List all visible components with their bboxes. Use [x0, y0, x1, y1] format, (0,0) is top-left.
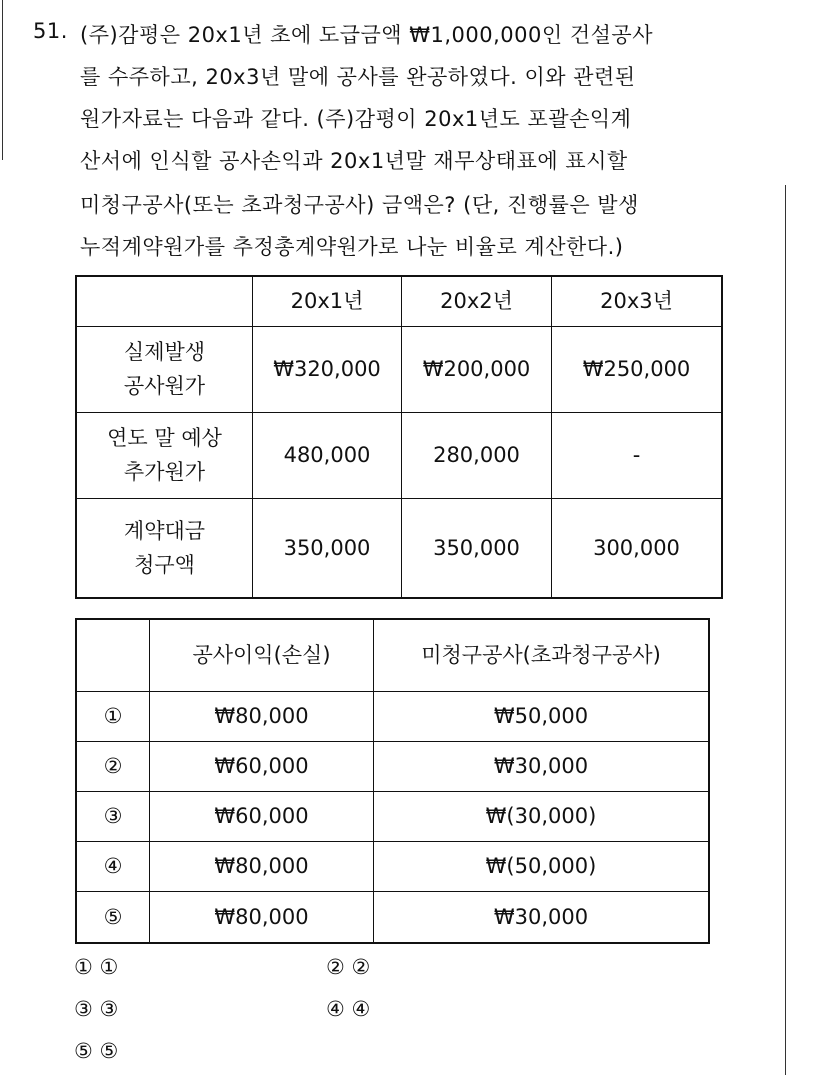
- table-header-row: [76, 619, 709, 691]
- cell: ₩80,000: [150, 891, 374, 943]
- label-line: 연도 말 예상: [107, 426, 222, 450]
- question-line-3: 원가자료는 다음과 같다. (주)감평이 20x1년도 포괄손익계: [80, 107, 632, 131]
- row-label: [76, 412, 253, 498]
- cell: ₩60,000: [150, 791, 374, 841]
- header-cell: 20x3년: [552, 276, 723, 326]
- choice-number: ①: [76, 691, 150, 741]
- table-row: [76, 691, 709, 741]
- table-row: [76, 741, 709, 791]
- header-cell: 미청구공사(초과청구공사): [374, 619, 710, 691]
- question-number: 51.: [33, 19, 68, 43]
- cell: ₩30,000: [374, 741, 710, 791]
- label-line: 계약대금: [123, 518, 206, 543]
- cell: ₩(50,000): [374, 841, 710, 891]
- choice-number: ④: [76, 841, 150, 891]
- answer-option-4[interactable]: ④ ④: [326, 997, 371, 1021]
- label-line: 청구액: [134, 552, 195, 577]
- header-cell: 20x2년: [402, 276, 552, 326]
- cell: 480,000: [253, 412, 402, 498]
- row-label: [76, 326, 253, 412]
- label-line: 추가원가: [123, 460, 206, 484]
- label-line: 공사원가: [123, 374, 206, 398]
- cell: 350,000: [253, 498, 402, 598]
- question-line-2: 를 수주하고, 20x3년 말에 공사를 완공하였다. 이와 관련된: [80, 65, 636, 89]
- label-line: 실제발생: [123, 340, 206, 364]
- right-column-border: [785, 185, 786, 1075]
- question-line-1: (주)감평은 20x1년 초에 도급금액 ₩1,000,000인 건설공사: [80, 23, 653, 47]
- header-cell: 20x1년: [253, 276, 402, 326]
- cell: ₩320,000: [253, 326, 402, 412]
- cell: ₩80,000: [150, 841, 374, 891]
- table-row: [76, 891, 709, 943]
- left-column-border: [2, 0, 3, 160]
- cell: ₩(30,000): [374, 791, 710, 841]
- cell: ₩50,000: [374, 691, 710, 741]
- cell: -: [552, 412, 723, 498]
- cell: ₩60,000: [150, 741, 374, 791]
- cell: ₩200,000: [402, 326, 552, 412]
- header-cell: 공사이익(손실): [150, 619, 374, 691]
- answer-option-5[interactable]: ⑤ ⑤: [74, 1039, 119, 1063]
- cell: ₩30,000: [374, 891, 710, 943]
- header-cell: [76, 276, 253, 326]
- question-line-5: 미청구공사(또는 초과청구공사) 금액은? (단, 진행률은 발생: [80, 193, 639, 217]
- table-row: [76, 412, 722, 498]
- answer-option-2[interactable]: ② ②: [326, 955, 371, 979]
- answer-option-1[interactable]: ① ①: [74, 955, 119, 979]
- table-row: [76, 841, 709, 891]
- table-row: [76, 326, 722, 412]
- answer-option-3[interactable]: ③ ③: [74, 997, 119, 1021]
- cell: 300,000: [552, 498, 723, 598]
- row-label: [76, 498, 253, 598]
- table-row: [76, 791, 709, 841]
- choice-number: ②: [76, 741, 150, 791]
- choice-number: ⑤: [76, 891, 150, 943]
- table-row: [76, 498, 722, 598]
- cell: ₩250,000: [552, 326, 723, 412]
- answer-choices-table: [75, 618, 710, 944]
- question-line-4: 산서에 인식할 공사손익과 20x1년말 재무상태표에 표시할: [80, 149, 628, 173]
- cell: ₩80,000: [150, 691, 374, 741]
- choice-number: ③: [76, 791, 150, 841]
- table-header-row: [76, 276, 722, 326]
- cost-data-table: [75, 275, 723, 599]
- cell: 350,000: [402, 498, 552, 598]
- header-cell: [76, 619, 150, 691]
- question-line-6: 누적계약원가를 추정총계약원가로 나눈 비율로 계산한다.): [80, 235, 624, 259]
- cell: 280,000: [402, 412, 552, 498]
